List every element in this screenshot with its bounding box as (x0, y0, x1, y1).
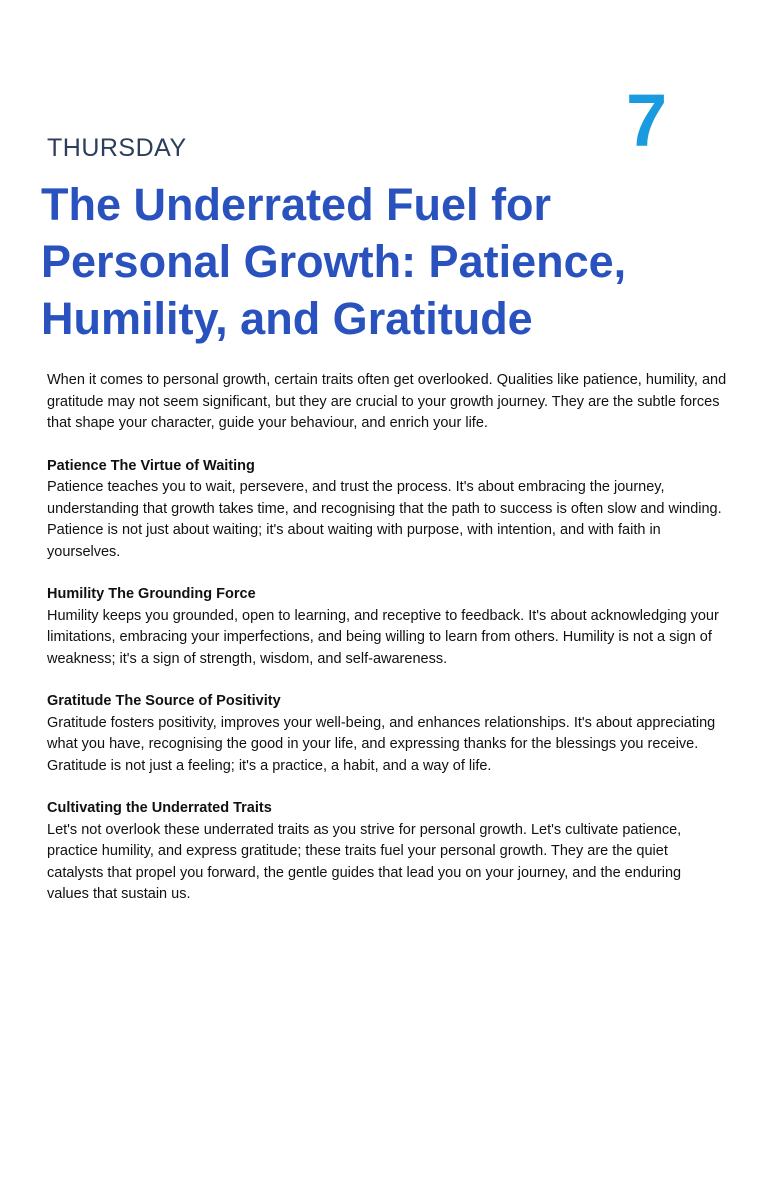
day-number: 7 (626, 79, 668, 162)
day-label: THURSDAY (47, 134, 187, 162)
section-gratitude (47, 691, 727, 777)
section-body: Let's not overlook these underrated traits as you strive for personal growth. Let's cultivate patience, practice humility, and express gratitude; these traits fuel your personal growth. They are the quiet catalysts that propel you forward, the gentle guides that lead you on your journey, and the enduring values that sustain us. (47, 821, 682, 902)
section-body: Patience teaches you to wait, persevere, and trust the process. It's about embracing the journey, understanding that growth takes time, and recognising that the path to success is often slow and winding. Patience is not just about waiting; it's about waiting with purpose, with intention, and with faith in yourselves. (47, 479, 722, 560)
article-body (47, 370, 727, 906)
section-humility (47, 584, 727, 670)
intro-paragraph: When it comes to personal growth, certain traits often get overlooked. Qualities like patience, humility, and gratitude may not seem significant, but they are crucial to your growth journey. They are the subtle forces that shape your character, guide your behaviour, and enrich your life. (47, 372, 727, 431)
section-heading: Cultivating the Underrated Traits (47, 800, 272, 816)
section-body: Humility keeps you grounded, open to learning, and receptive to feedback. It's about acknowledging your limitations, embracing your imperfections, and being willing to learn from others. Humility is not a sign of weakness; it's a sign of strength, wisdom, and self-awareness. (47, 607, 719, 667)
section-heading: Patience The Virtue of Waiting (47, 457, 255, 474)
section-patience (47, 456, 727, 564)
page-title: The Underrated Fuel for Personal Growth: Patience, Humility, and Gratitude (41, 179, 627, 344)
section-heading: Humility The Grounding Force (47, 586, 256, 602)
section-cultivating (47, 798, 727, 906)
section-body: Gratitude fosters positivity, improves your well-being, and enhances relationships. It's about appreciating what you have, recognising the good in your life, and expressing thanks for the blessings you receive. Gratitude is not just a feeling; it's a practice, a habit, and a way of life. (47, 714, 716, 774)
section-heading: Gratitude The Source of Positivity (47, 693, 281, 709)
